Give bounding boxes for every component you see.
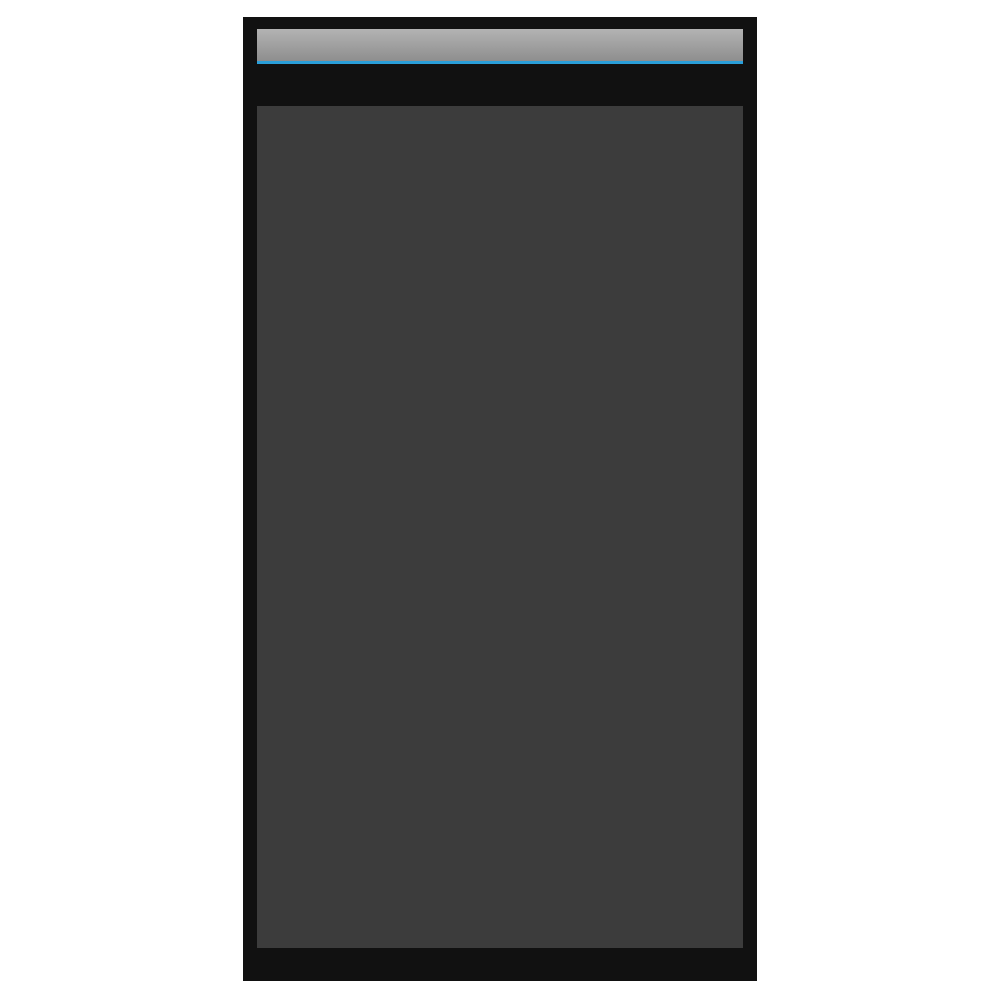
nutrition-label: [243, 17, 757, 981]
nutrition-table: [257, 106, 743, 948]
label-title: [257, 29, 743, 61]
footnote: [257, 953, 743, 975]
serving-separator: [492, 73, 508, 88]
serving-info: [243, 69, 757, 93]
title-accent-line: [257, 61, 743, 64]
table-header-row: [257, 106, 743, 134]
